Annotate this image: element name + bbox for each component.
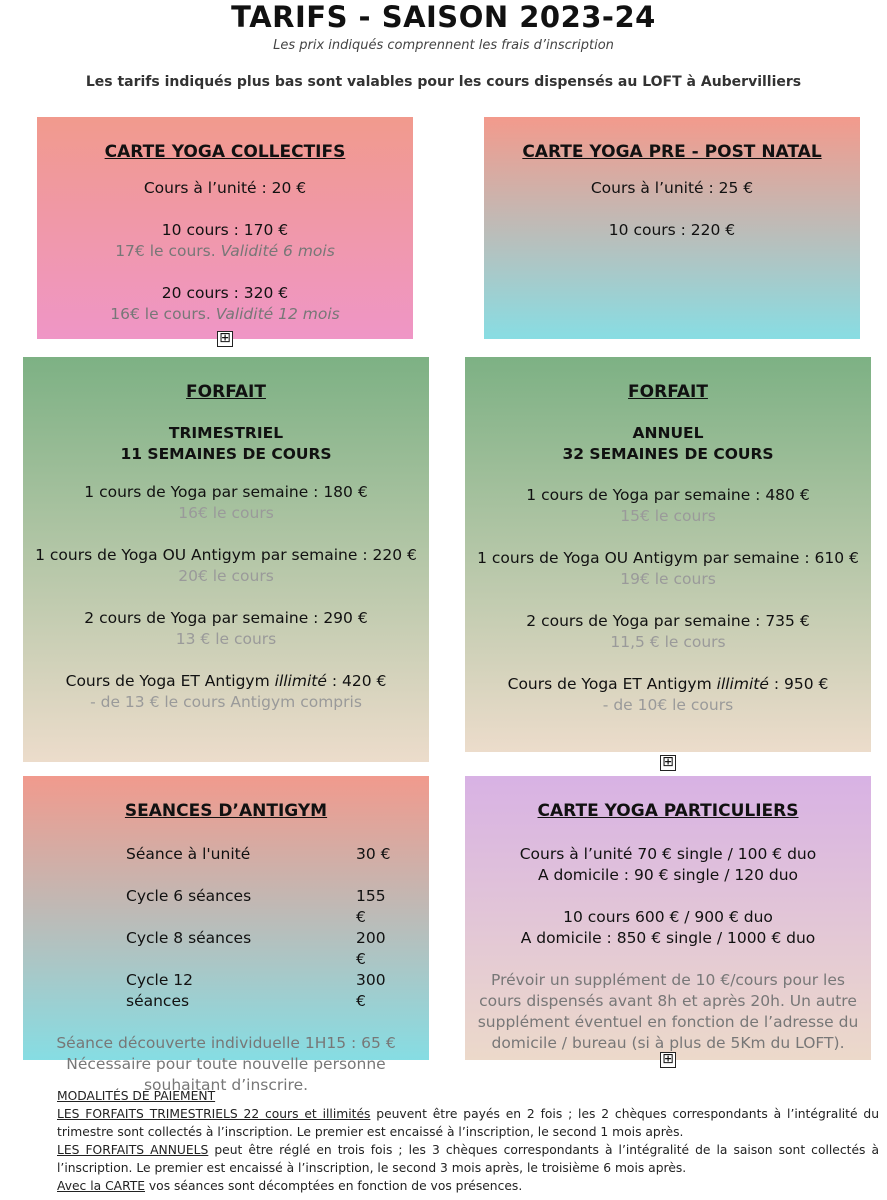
price-line: Cours de Yoga ET Antigym illimité : 420 € [65, 672, 387, 690]
row-label: Séance à l'unité [126, 845, 251, 863]
price-row [23, 970, 429, 1012]
payment-paragraph: LES FORFAITS TRIMESTRIELS 22 cours et illimités peuvent être payés en 2 fois ; les 2 chèques correspondants à l’intégralité du trimestre sont collectés à l’inscription. Le premier est encaissé à l’inscription, le second 1 mois après. [57, 1107, 879, 1139]
payment-label: LES FORFAITS TRIMESTRIELS 22 cours et illimités [57, 1107, 371, 1121]
payment-heading: MODALITÉS DE PAIEMENT [57, 1089, 216, 1103]
card-note: domicile / bureau (si à plus de 5Km du LOFT). [491, 1034, 845, 1052]
card-yoga-particuliers [465, 776, 871, 1060]
price-line: Cours à l’unité : 20 € [143, 179, 307, 197]
price-line: 20 cours : 320 € [161, 284, 289, 302]
price-row [23, 928, 429, 970]
price-note: 11,5 € le cours [610, 633, 726, 651]
price-line: A domicile : 90 € single / 120 duo [537, 866, 799, 884]
payment-label: LES FORFAITS ANNUELS [57, 1143, 209, 1157]
card-seances-antigym [23, 776, 429, 1094]
plus-icon[interactable]: ⊞ [217, 331, 233, 347]
price-note: 15€ le cours [620, 507, 716, 525]
card-forfait-annuel [465, 357, 871, 752]
price-line: 10 cours : 220 € [608, 221, 736, 239]
card-subtitle: 32 SEMAINES DE COURS [562, 445, 774, 463]
card-note: souhaitant d’inscrire. [143, 1076, 309, 1094]
row-label: Cycle 8 séances [126, 929, 252, 947]
price-line: 1 cours de Yoga OU Antigym par semaine : 220 € [35, 546, 417, 564]
intro-text: Les tarifs indiqués plus bas sont valables pour les cours dispensés au LOFT à Aubervilliers [85, 74, 802, 90]
price-line: 1 cours de Yoga OU Antigym par semaine : 610 € [477, 549, 859, 567]
payment-label: Avec la CARTE [57, 1179, 145, 1193]
card-note: Prévoir un supplément de 10 €/cours pour les [491, 971, 845, 989]
price-line: 1 cours de Yoga par semaine : 180 € [84, 483, 368, 501]
plus-icon[interactable]: ⊞ [660, 1052, 676, 1068]
row-price: 300 € [356, 971, 386, 1010]
card-note: Nécessaire pour toute nouvelle personne [66, 1055, 386, 1073]
price-line: Cours à l’unité 70 € single / 100 € duo [519, 845, 817, 863]
price-line: 1 cours de Yoga par semaine : 480 € [526, 486, 810, 504]
card-title: SEANCES D’ANTIGYM [124, 801, 328, 821]
card-note: Séance découverte individuelle 1H15 : 65 € [56, 1034, 396, 1052]
payment-paragraph: LES FORFAITS ANNUELS peut être réglé en trois fois ; les 3 chèques correspondants à l’intégralité de la saison sont collectés à l’inscription. Le premier est encaissé à l’inscription, le second 3 mois après, le troisième 6 mois après. [57, 1143, 879, 1175]
row-label: Cycle 12 séances [126, 971, 194, 1010]
page-title: TARIFS - SAISON 2023-24 [231, 0, 656, 34]
page-subtitle: Les prix indiqués comprennent les frais d’inscription [273, 38, 614, 53]
card-title: CARTE YOGA PARTICULIERS [537, 801, 799, 821]
price-note: 17€ le cours. Validité 6 mois [115, 242, 335, 260]
payment-paragraph: Avec la CARTE vos séances sont décomptées en fonction de vos présences. [57, 1179, 523, 1193]
card-title: CARTE YOGA PRE - POST NATAL [522, 142, 822, 162]
price-line: Cours à l’unité : 25 € [590, 179, 754, 197]
price-row [23, 886, 429, 928]
card-title: CARTE YOGA COLLECTIFS [104, 142, 346, 162]
card-title: FORFAIT [628, 382, 708, 402]
card-yoga-collectifs [37, 117, 413, 339]
row-label: Cycle 6 séances [126, 887, 252, 905]
price-line: 2 cours de Yoga par semaine : 290 € [84, 609, 368, 627]
row-price: 155 € [356, 887, 386, 926]
price-line: 10 cours : 170 € [161, 221, 289, 239]
price-line: 2 cours de Yoga par semaine : 735 € [526, 612, 810, 630]
price-note: 19€ le cours [620, 570, 716, 588]
row-price: 30 € [356, 845, 391, 863]
card-forfait-trimestriel [23, 357, 429, 762]
price-row [23, 844, 429, 865]
price-note: 16€ le cours. Validité 12 mois [110, 305, 340, 323]
payment-section [57, 1087, 879, 1195]
price-note: 16€ le cours [178, 504, 274, 522]
price-line: 10 cours 600 € / 900 € duo [563, 908, 773, 926]
card-note: cours dispensés avant 8h et après 20h. Un autre [479, 992, 857, 1010]
price-line: Cours de Yoga ET Antigym illimité : 950 € [507, 675, 829, 693]
card-title: FORFAIT [186, 382, 266, 402]
row-price: 200 € [356, 929, 386, 968]
card-subtitle: TRIMESTRIEL [168, 424, 284, 442]
plus-icon[interactable]: ⊞ [660, 755, 676, 771]
card-note: supplément éventuel en fonction de l’adresse du [477, 1013, 859, 1031]
price-line: A domicile : 850 € single / 1000 € duo [520, 929, 816, 947]
card-yoga-pre-post-natal [484, 117, 860, 339]
price-note: 13 € le cours [175, 630, 277, 648]
card-subtitle: 11 SEMAINES DE COURS [120, 445, 332, 463]
card-subtitle: ANNUEL [632, 424, 704, 442]
price-note: - de 13 € le cours Antigym compris [90, 693, 362, 711]
price-note: 20€ le cours [178, 567, 274, 585]
price-note: - de 10€ le cours [602, 696, 734, 714]
